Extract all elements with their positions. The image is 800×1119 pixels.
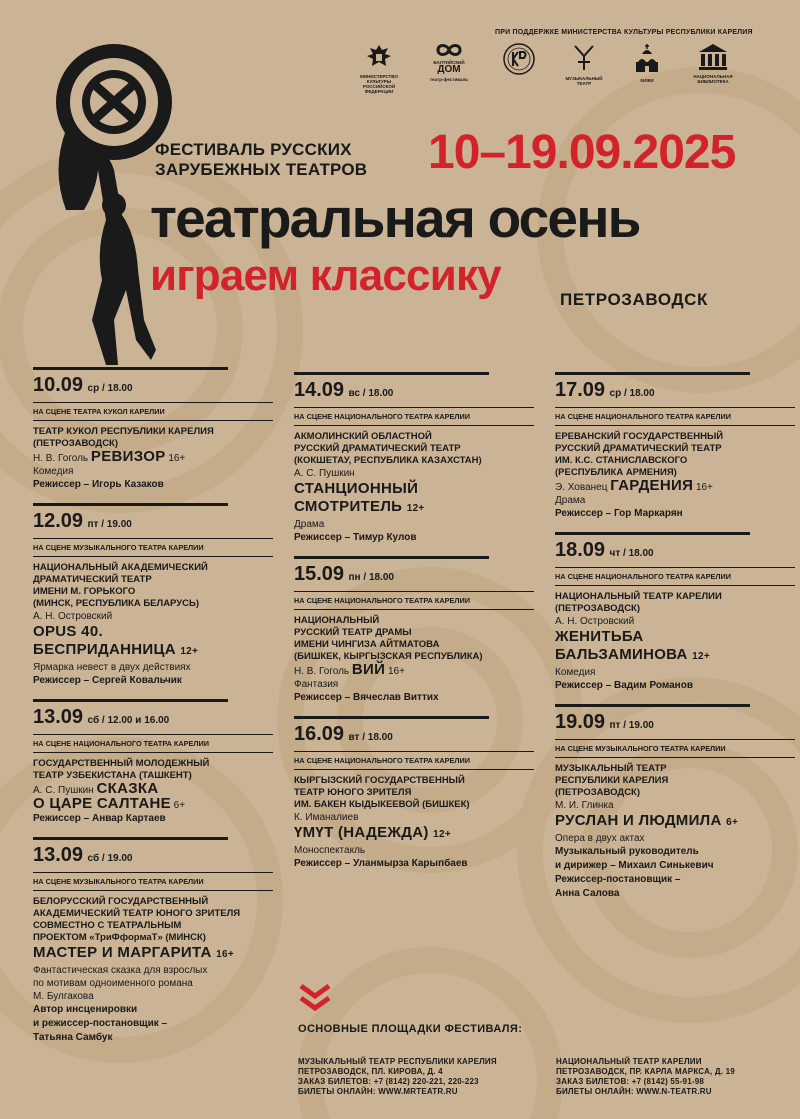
event-theatre-line: (КОКШЕТАУ, РЕСПУБЛИКА КАЗАХСТАН)	[294, 455, 482, 466]
venue-national-theatre: НАЦИОНАЛЬНЫЙ ТЕАТР КАРЕЛИИ ПЕТРОЗАВОДСК, ПР. КАРЛА МАРКСА, Д. 19 ЗАКАЗ БИЛЕТОВ: +7 (8142) 55-91-98 БИЛЕТЫ ОНЛАЙН: WWW.N-TEATR.RU	[556, 1057, 735, 1096]
event-header	[33, 840, 273, 872]
event-theatre-line: МУЗЫКАЛЬНЫЙ ТЕАТР	[555, 763, 667, 774]
event-venue: НА СЦЕНЕ НАЦИОНАЛЬНОГО ТЕАТРА КАРЕЛИИ	[294, 407, 534, 426]
event-venue: НА СЦЕНЕ НАЦИОНАЛЬНОГО ТЕАТРА КАРЕЛИИ	[294, 751, 534, 770]
event-time: 18.00	[628, 548, 654, 559]
event-header	[33, 506, 273, 538]
event-theatre-line: ТЕАТР ЮНОГО ЗРИТЕЛЯ	[294, 787, 412, 798]
event-age-rating: 16+	[695, 482, 713, 493]
event-theatre-line: РУССКИЙ ТЕАТР ДРАМЫ	[294, 627, 412, 638]
event-card	[555, 372, 795, 521]
event-author-title	[33, 782, 273, 812]
event-credits: Режиссер – Анвар Картаев	[33, 813, 166, 824]
event-age-rating: 6+	[726, 817, 739, 828]
schedule-column-1	[33, 367, 273, 1056]
event-author: А. С. Пушкин	[294, 468, 355, 479]
event-theatre-line: ДРАМАТИЧЕСКИЙ ТЕАТР	[33, 574, 152, 585]
kizhi-logo: КИЖИ	[623, 42, 671, 102]
event-slash: /	[620, 548, 629, 559]
event-time: 12.00 и 16.00	[107, 715, 170, 726]
event-date: 13.09	[33, 844, 84, 866]
partner-logos	[355, 42, 755, 102]
event-slash: /	[359, 388, 369, 399]
festival-subtitle: ФЕСТИВАЛЬ РУССКИХ ЗАРУБЕЖНЫХ ТЕАТРОВ	[155, 140, 368, 179]
event-credits: Режиссер – Тимур Кулов	[294, 532, 417, 543]
event-theatre-line: ПРОЕКТОМ «ТриФформаТ» (МИНСК)	[33, 932, 206, 943]
event-title: OPUS 40.	[33, 623, 103, 640]
event-title-line	[33, 944, 273, 964]
event-header	[33, 702, 273, 734]
infinity-icon	[434, 42, 464, 58]
event-time: 19.00	[106, 519, 132, 530]
event-theatre-line: (ПЕТРОЗАВОДСК)	[555, 787, 641, 798]
event-weekday: пн	[348, 572, 361, 583]
festival-dates: 10–19.09.2025	[428, 126, 736, 179]
event-author-title	[294, 663, 534, 678]
event-genre: Драма	[294, 519, 325, 530]
church-icon	[630, 42, 664, 76]
event-theatre-line: ТЕАТР КУКОЛ РЕСПУБЛИКИ КАРЕЛИЯ	[33, 426, 214, 437]
event-weekday: пт	[87, 519, 99, 530]
event-theatre-line: БЕЛОРУССКИЙ ГОСУДАРСТВЕННЫЙ	[33, 896, 209, 907]
event-theatre-line: (ПЕТРОЗАВОДСК)	[33, 438, 119, 449]
event-date: 14.09	[294, 379, 345, 401]
event-venue: НА СЦЕНЕ МУЗЫКАЛЬНОГО ТЕАТРА КАРЕЛИИ	[33, 872, 273, 891]
event-date: 18.09	[555, 539, 606, 561]
event-genre: Фантазия	[294, 679, 339, 690]
event-theatre-line: АКАДЕМИЧЕСКИЙ ТЕАТР ЮНОГО ЗРИТЕЛЯ	[33, 908, 241, 919]
event-author: М. И. Глинка	[555, 800, 614, 811]
event-genre: Моноспектакль	[294, 845, 366, 856]
event-slash: /	[621, 388, 630, 399]
event-card	[33, 837, 273, 1045]
event-title: ВИЙ	[351, 661, 386, 678]
event-author: Н. В. Гоголь	[294, 666, 350, 677]
puppet-theatre-logo	[495, 42, 543, 102]
event-venue: НА СЦЕНЕ МУЗЫКАЛЬНОГО ТЕАТРА КАРЕЛИИ	[33, 538, 273, 557]
event-slash: /	[360, 572, 369, 583]
festival-name: театральная осень	[150, 187, 640, 249]
music-theatre-icon	[569, 42, 599, 74]
event-time: 19.00	[107, 853, 133, 864]
event-slash: /	[99, 383, 108, 394]
event-theatre-line: (РЕСПУБЛИКА АРМЕНИЯ)	[555, 467, 677, 478]
event-card	[555, 532, 795, 693]
event-genre: Драма	[555, 495, 586, 506]
festival-city: ПЕТРОЗАВОДСК	[560, 290, 709, 309]
schedule-column-2	[294, 372, 534, 882]
event-venue: НА СЦЕНЕ НАЦИОНАЛЬНОГО ТЕАТРА КАРЕЛИИ	[33, 734, 273, 753]
festival-slogan: играем классику	[150, 251, 501, 300]
event-title: СТАНЦИОННЫЙ	[294, 480, 419, 497]
event-time: 18.00	[368, 388, 394, 399]
event-genre: М. Булгакова	[33, 991, 94, 1002]
event-theatre-line: НАЦИОНАЛЬНЫЙ АКАДЕМИЧЕСКИЙ	[33, 562, 208, 573]
event-author: А. С. Пушкин	[33, 785, 94, 796]
music-theatre-logo: МУЗЫКАЛЬНЫЙ ТЕАТР	[560, 42, 608, 102]
event-credits: Режиссер-постановщик –	[555, 874, 681, 885]
event-theatre-line: НАЦИОНАЛЬНЫЙ ТЕАТР КАРЕЛИИ	[555, 591, 722, 602]
event-credits: Режиссер – Гор Маркарян	[555, 508, 683, 519]
event-credits: Режиссер – Уланмырза Карыпбаев	[294, 858, 468, 869]
puppet-seal-icon	[502, 42, 536, 76]
event-title-line	[294, 480, 534, 498]
event-age-rating: 16+	[216, 949, 235, 960]
event-title-line	[294, 498, 534, 518]
main-venues-title: ОСНОВНЫЕ ПЛОЩАДКИ ФЕСТИВАЛЯ:	[298, 1023, 523, 1035]
event-card	[294, 556, 534, 705]
library-building-icon	[696, 42, 730, 72]
event-credits: Режиссер – Сергей Ковальчик	[33, 675, 182, 686]
event-slash: /	[98, 519, 107, 530]
event-credits: Режиссер – Вадим Романов	[555, 680, 693, 691]
event-author: К. Иманалиев	[294, 812, 359, 823]
event-weekday: ср	[87, 383, 100, 394]
event-title-line	[294, 824, 534, 844]
event-title: БЕСПРИДАННИЦА	[33, 641, 176, 658]
event-theatre-line: НАЦИОНАЛЬНЫЙ	[294, 615, 380, 626]
event-credits: Татьяна Самбук	[33, 1032, 113, 1043]
event-title: ЖЕНИТЬБА	[555, 628, 644, 645]
event-weekday: ср	[609, 388, 622, 399]
event-title: БАЛЬЗАМИНОВА	[555, 646, 688, 663]
event-theatre-line: СОВМЕСТНО С ТЕАТРАЛЬНЫМ	[33, 920, 182, 931]
event-venue: НА СЦЕНЕ НАЦИОНАЛЬНОГО ТЕАТРА КАРЕЛИИ	[555, 567, 795, 586]
event-credits: и дирижер – Михаил Синькевич	[555, 860, 714, 871]
event-time: 18.00	[368, 572, 394, 583]
event-theatre-line: (ПЕТРОЗАВОДСК)	[555, 603, 641, 614]
event-author-title	[555, 479, 795, 494]
event-theatre-line: РЕСПУБЛИКИ КАРЕЛИЯ	[555, 775, 669, 786]
baltic-house-logo: БАЛТИЙСКИЙ ДОМ театр-фестиваль	[425, 42, 473, 102]
event-theatre-line: ИМЕНИ М. ГОРЬКОГО	[33, 586, 136, 597]
event-title: СМОТРИТЕЛЬ	[294, 498, 403, 515]
event-weekday: чт	[609, 548, 621, 559]
event-card	[555, 704, 795, 901]
event-weekday: сб	[87, 715, 100, 726]
event-date: 12.09	[33, 510, 84, 532]
event-age-rating: 12+	[180, 646, 199, 657]
event-age-rating: 6+	[173, 800, 186, 811]
event-credits: Режиссер – Игорь Казаков	[33, 479, 164, 490]
event-venue: НА СЦЕНЕ ТЕАТРА КУКОЛ КАРЕЛИИ	[33, 402, 273, 421]
event-title: ҮМҮТ (НАДЕЖДА)	[294, 824, 429, 841]
event-title: РЕВИЗОР	[90, 448, 166, 465]
event-weekday: вс	[348, 388, 360, 399]
event-credits: Музыкальный руководитель	[555, 846, 699, 857]
event-theatre-line: ТЕАТР УЗБЕКИСТАНА (ТАШКЕНТ)	[33, 770, 192, 781]
event-author: А. Н. Островский	[33, 611, 113, 622]
event-title-line	[33, 623, 273, 641]
event-author: А. Н. Островский	[555, 616, 635, 627]
event-theatre-line: РУССКИЙ ДРАМАТИЧЕСКИЙ ТЕАТР	[555, 443, 722, 454]
event-slash: /	[359, 732, 368, 743]
event-header	[555, 707, 795, 739]
ministry-culture-logo: МИНИСТЕРСТВО КУЛЬТУРЫ РОССИЙСКОЙ ФЕДЕРАЦИИ	[355, 42, 403, 102]
event-card	[33, 503, 273, 688]
event-card	[33, 367, 273, 492]
event-theatre-line: РУССКИЙ ДРАМАТИЧЕСКИЙ ТЕАТР	[294, 443, 461, 454]
event-time: 19.00	[628, 720, 654, 731]
event-date: 17.09	[555, 379, 606, 401]
event-theatre-line: АКМОЛИНСКИЙ ОБЛАСТНОЙ	[294, 431, 432, 442]
national-library-logo: НАЦИОНАЛЬНАЯ БИБЛИОТЕКА	[689, 42, 737, 102]
event-genre: Опера в двух актах	[555, 833, 645, 844]
event-genre: Комедия	[33, 466, 74, 477]
event-credits: Автор инсценировки	[33, 1004, 138, 1015]
event-header	[294, 719, 534, 751]
event-age-rating: 16+	[388, 666, 405, 677]
event-venue: НА СЦЕНЕ НАЦИОНАЛЬНОГО ТЕАТРА КАРЕЛИИ	[555, 407, 795, 426]
event-weekday: сб	[87, 853, 100, 864]
event-title-line	[555, 646, 795, 666]
event-title: СКАЗКА	[96, 780, 159, 797]
event-card	[33, 699, 273, 826]
event-venue: НА СЦЕНЕ МУЗЫКАЛЬНОГО ТЕАТРА КАРЕЛИИ	[555, 739, 795, 758]
event-header	[555, 375, 795, 407]
event-title: ГАРДЕНИЯ	[610, 477, 694, 494]
event-header	[294, 559, 534, 591]
event-age-rating: 12+	[692, 651, 711, 662]
event-date: 10.09	[33, 374, 84, 396]
event-author: Э. Хованец	[555, 482, 608, 493]
event-title-line	[555, 628, 795, 646]
event-theatre-line: ИМЕНИ ЧИНГИЗА АЙТМАТОВА	[294, 639, 440, 650]
event-genre: Фантастическая сказка для взрослых	[33, 965, 208, 976]
event-slash: /	[620, 720, 629, 731]
sponsor-note: ПРИ ПОДДЕРЖКЕ МИНИСТЕРСТВА КУЛЬТУРЫ РЕСПУБЛИКИ КАРЕЛИЯ	[495, 29, 753, 36]
event-header	[33, 370, 273, 402]
event-theatre-line: КЫРГЫЗСКИЙ ГОСУДАРСТВЕННЫЙ	[294, 775, 465, 786]
event-title-line	[33, 641, 273, 661]
event-date: 15.09	[294, 563, 345, 585]
event-theatre-line: (БИШКЕК, КЫРГЫЗСКАЯ РЕСПУБЛИКА)	[294, 651, 483, 662]
event-date: 16.09	[294, 723, 345, 745]
chevron-down-icon	[298, 983, 332, 1013]
event-header	[555, 535, 795, 567]
event-card	[294, 372, 534, 545]
event-theatre-line: (МИНСК, РЕСПУБЛИКА БЕЛАРУСЬ)	[33, 598, 200, 609]
event-author-title	[33, 450, 273, 465]
event-genre: по мотивам одноименного романа	[33, 978, 193, 989]
event-theatre-line: ИМ. К.С. СТАНИСЛАВСКОГО	[555, 455, 688, 466]
event-credits: Режиссер – Вячеслав Виттих	[294, 692, 439, 703]
event-weekday: вт	[348, 732, 360, 743]
event-slash: /	[99, 715, 108, 726]
event-credits: Анна Салова	[555, 888, 620, 899]
event-date: 19.09	[555, 711, 606, 733]
event-genre: Ярмарка невест в двух действиях	[33, 662, 191, 673]
event-title: МАСТЕР И МАРГАРИТА	[33, 944, 212, 961]
event-header	[294, 375, 534, 407]
event-theatre-line: ГОСУДАРСТВЕННЫЙ МОЛОДЕЖНЫЙ	[33, 758, 210, 769]
event-venue: НА СЦЕНЕ НАЦИОНАЛЬНОГО ТЕАТРА КАРЕЛИИ	[294, 591, 534, 610]
event-date: 13.09	[33, 706, 84, 728]
event-slash: /	[99, 853, 108, 864]
event-theatre-line: ЕРЕВАНСКИЙ ГОСУДАРСТВЕННЫЙ	[555, 431, 724, 442]
schedule-column-3	[555, 372, 795, 912]
eagle-emblem-icon	[364, 42, 394, 72]
event-age-rating: 16+	[168, 453, 186, 464]
event-title: РУСЛАН И ЛЮДМИЛА	[555, 812, 722, 829]
event-title: О ЦАРЕ САЛТАНЕ	[33, 795, 171, 812]
event-time: 18.00	[367, 732, 393, 743]
event-card	[294, 716, 534, 871]
event-time: 18.00	[107, 383, 133, 394]
event-age-rating: 12+	[433, 829, 452, 840]
venue-music-theatre: МУЗЫКАЛЬНЫЙ ТЕАТР РЕСПУБЛИКИ КАРЕЛИЯ ПЕТРОЗАВОДСК, ПЛ. КИРОВА, Д. 4 ЗАКАЗ БИЛЕТОВ: +7 (8142) 220-221, 220-223 БИЛЕТЫ ОНЛАЙН: WWW.MRTEATR.RU	[298, 1057, 497, 1096]
event-credits: и режиссер-постановщик –	[33, 1018, 168, 1029]
event-theatre-line: ИМ. БАКЕН КЫДЫКЕЕВОЙ (БИШКЕК)	[294, 799, 470, 810]
event-title-line	[555, 812, 795, 832]
event-age-rating: 12+	[406, 503, 425, 514]
event-author: Н. В. Гоголь	[33, 453, 89, 464]
event-time: 18.00	[629, 388, 655, 399]
event-genre: Комедия	[555, 667, 596, 678]
event-weekday: пт	[609, 720, 621, 731]
